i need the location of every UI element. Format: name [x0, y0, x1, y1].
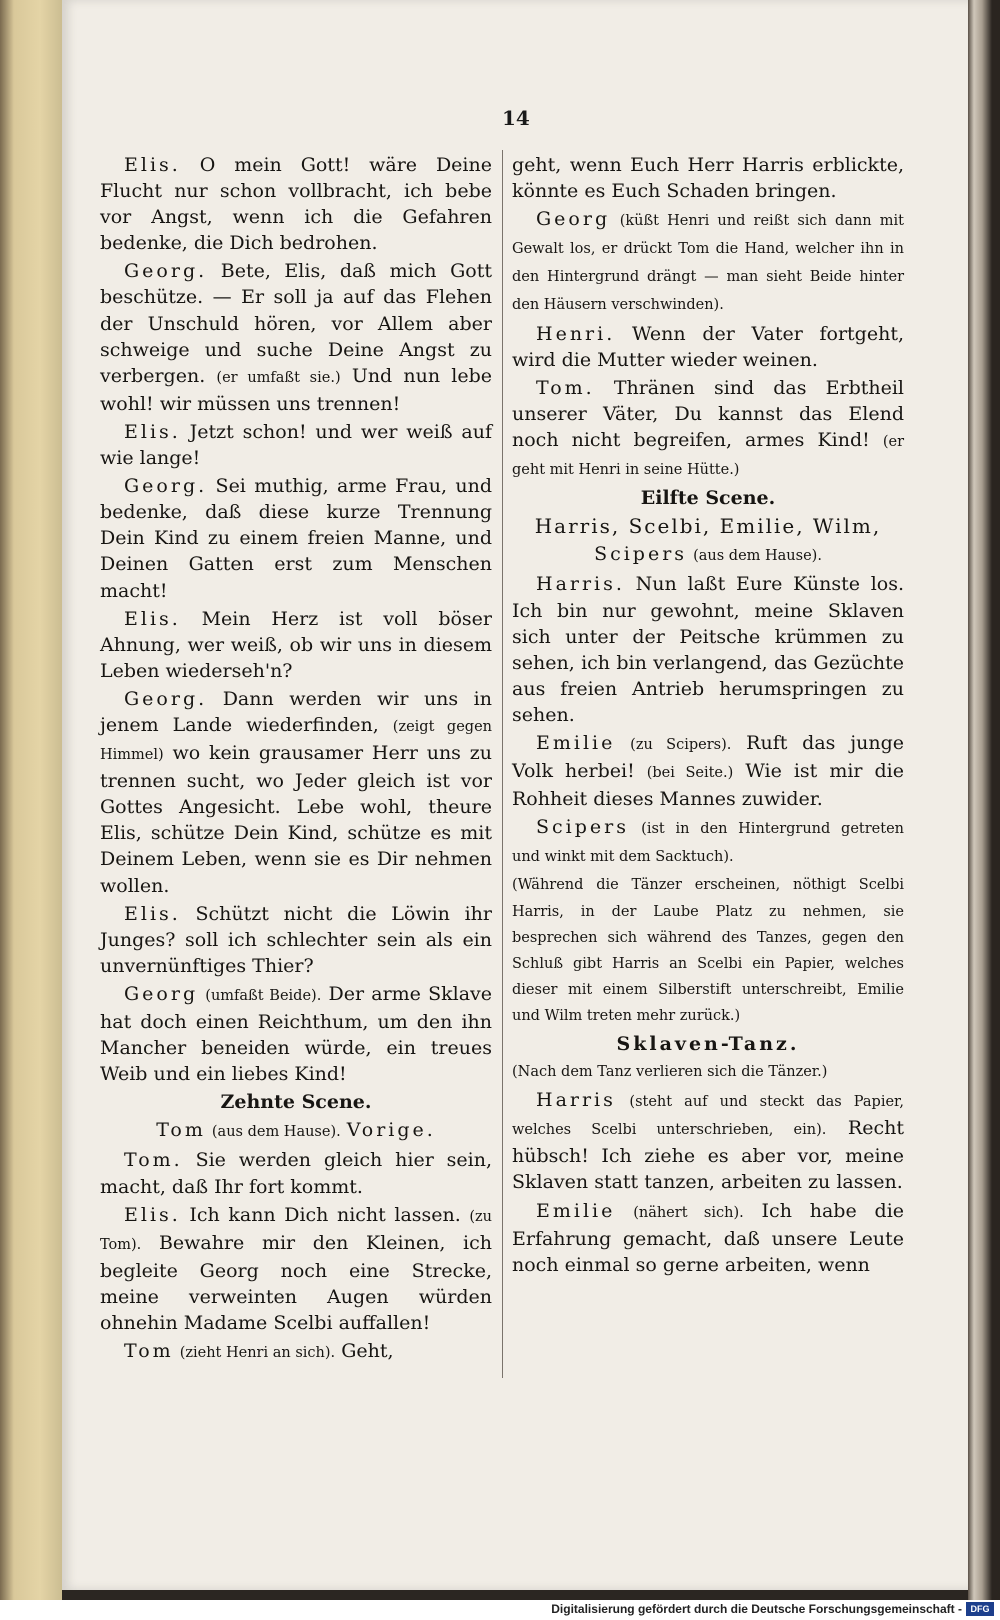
dialogue-text: Dann werden wir uns in jenem Lande wiederfinden,: [100, 687, 492, 736]
dialogue-paragraph: [100, 473, 492, 603]
digitization-footer: [0, 1600, 1000, 1620]
speaker-name: Emilie: [536, 731, 616, 754]
cast-rest: Vorige.: [346, 1119, 436, 1142]
speaker-name: Georg.: [124, 260, 208, 283]
speaker-name: Elis.: [124, 902, 181, 925]
scene-title: Zehnte Scene.: [220, 1091, 372, 1114]
speaker-name: Elis.: [124, 420, 181, 443]
dance-title: Sklaven-Tanz.: [616, 1033, 800, 1055]
dialogue-text: Ich habe die Erfahrung gemacht, daß unsere Leute noch einmal so gerne arbeiten, wenn: [512, 1199, 905, 1276]
dialogue-paragraph: [100, 258, 492, 417]
speaker-name: Georg: [536, 208, 611, 231]
speaker-name: Elis.: [124, 1203, 181, 1226]
stage-direction: (ist in den Hintergrund getreten und winkt mit dem Sacktuch).: [512, 821, 904, 866]
dialogue-text: Ich kann Dich nicht lassen.: [189, 1203, 461, 1226]
stage-direction: (zu Tom).: [100, 1208, 493, 1253]
dialogue-text: Wie ist mir die Rohheit dieses Mannes zuwider.: [512, 760, 904, 811]
page-number: 14: [502, 106, 530, 130]
dialogue-text: Bewahre mir den Kleinen, ich begleite Georg noch eine Strecke, meine verweinten Augen würden ohnehin Madame Scelbi auffallen!: [100, 1231, 492, 1335]
dialogue-paragraph: [100, 606, 492, 684]
speaker-name: Emilie: [536, 1199, 616, 1222]
dialogue-paragraph: [512, 152, 904, 204]
speaker-name: Elis.: [124, 154, 181, 176]
dialogue-text: Und nun lebe wohl! wir müssen uns trennen!: [100, 364, 493, 415]
speaker-name: Georg.: [124, 687, 208, 710]
dialogue-text: Bete, Elis, daß mich Gott beschütze. — Er soll ja auf das Flehen der Unschuld hören, vor Allem aber schweige und suche Deine Angst zu verbergen.: [100, 260, 492, 387]
scene-cast-line: Harris, Scelbi, Emilie, Wilm,: [534, 514, 882, 539]
stage-direction: (er umfaßt sie.): [216, 369, 341, 386]
book-spine-edge: [968, 0, 1000, 1600]
stage-direction-block: (Nach dem Tanz verlieren sich die Tänzer.): [512, 1064, 828, 1081]
stage-direction: (nähert sich).: [633, 1204, 744, 1221]
dialogue-paragraph: [100, 1338, 492, 1366]
speaker-name: Elis.: [124, 607, 181, 630]
speaker-name: Tom: [124, 1340, 174, 1363]
left-column: [100, 152, 492, 1368]
dialogue-text: wo kein grausamer Herr uns zu trennen sucht, wo Jeder gleich ist vor Gottes Angesicht. Lebe wohl, theure Elis, schütze Dein Kind, schütze es mit Deinem Leben, wenn sie es Dir nehmen wollen.: [100, 742, 492, 897]
stage-direction: (aus dem Hause).: [693, 548, 822, 565]
speaker-name: Georg: [124, 982, 199, 1005]
dialogue-paragraph: [512, 730, 904, 812]
dialogue-paragraph: [100, 1147, 492, 1199]
dialogue-text: Thränen sind das Erbtheil unserer Väter, Du kannst das Elend noch nicht begreifen, armes Kind!: [512, 376, 904, 451]
dialogue-text: Ruft das junge Volk herbei!: [512, 731, 904, 783]
dialogue-text: Jetzt schon! und wer weiß auf wie lange!: [100, 420, 492, 470]
stage-direction: (zu Scipers).: [630, 736, 732, 753]
cast-name: Scipers: [594, 543, 688, 566]
funding-credit: Digitalisierung gefördert durch die Deutsche Forschungsgemeinschaft -: [551, 1602, 962, 1616]
dialogue-paragraph: [100, 901, 492, 979]
dialogue-text: Schützt nicht die Löwin ihr Junges? soll ich schlechter sein als ein unvernünftiges Thier?: [100, 902, 492, 977]
column-divider: [502, 150, 503, 1378]
dialogue-paragraph: [512, 1087, 904, 1195]
dialogue-paragraph: [512, 571, 904, 728]
stage-direction-block: (Während die Tänzer erscheinen, nöthigt Scelbi Harris, in der Laube Platz zu nehmen, sie besprechen sich während des Tanzes, gegen den Schluß gibt Harris an Scelbi ein Papier, welches dieser mit einem Silberstift unterschreibt, Emilie und Wilm treten mehr zurück.): [512, 877, 904, 1024]
dialogue-paragraph: [512, 206, 904, 318]
dialogue-text: geht, wenn Euch Herr Harris erblickte, könnte es Euch Schaden bringen.: [512, 154, 904, 203]
scene-cast: [512, 541, 904, 569]
dialogue-text: Mein Herz ist voll böser Ahnung, wer weiß, ob wir uns in diesem Leben wiederseh'n?: [100, 607, 493, 682]
dialogue-paragraph: [512, 321, 904, 373]
dialogue-text: Sie werden gleich hier sein, macht, daß Ihr fort kommt.: [100, 1149, 492, 1198]
dialogue-paragraph: [512, 375, 904, 483]
stage-direction: (steht auf und steckt das Papier, welches Scelbi unterschrieben, ein).: [512, 1094, 904, 1139]
dialogue-text: Der arme Sklave hat doch einen Reichthum, um den ihn Mancher beneiden würde, ein treues Weib und ein liebes Kind!: [100, 982, 493, 1086]
dialogue-paragraph: [512, 814, 904, 870]
stage-direction: (küßt Henri und reißt sich dann mit Gewalt los, er drückt Tom die Hand, welcher ihn in den Hintergrund drängt — man sieht Beide hinter den Häusern verschwinden).: [512, 213, 905, 314]
book-cover-edge: [0, 0, 62, 1620]
cast-name: Tom: [156, 1119, 206, 1142]
stage-direction: (zieht Henri an sich).: [179, 1345, 336, 1362]
dialogue-paragraph: [100, 1202, 492, 1336]
stage-direction: (zeigt gegen Himmel): [100, 718, 492, 764]
speaker-name: Harris.: [536, 573, 625, 596]
stage-direction: (umfaßt Beide).: [205, 987, 322, 1004]
dialogue-text: Geht,: [341, 1340, 394, 1363]
dfg-logo: DFG: [966, 1602, 994, 1616]
speaker-name: Henri.: [536, 322, 616, 345]
dialogue-text: O mein Gott! wäre Deine Flucht nur schon vollbracht, ich bebe vor Angst, wenn ich die Gefahren bedenke, die Dich bedrohen.: [100, 154, 492, 255]
scene-cast: [100, 1117, 492, 1145]
speaker-name: Scipers: [536, 816, 629, 839]
dialogue-paragraph: [100, 686, 492, 899]
dialogue-text: Recht hübsch! Ich ziehe es aber vor, meine Sklaven statt tanzen, arbeiten zu lassen.: [512, 1117, 904, 1194]
speaker-name: Tom.: [124, 1149, 183, 1172]
dialogue-paragraph: [100, 419, 492, 471]
scene-title: Eilfte Scene.: [640, 487, 776, 510]
stage-direction: (bei Seite.): [646, 765, 734, 782]
dialogue-text: Nun laßt Eure Künste los. Ich bin nur gewohnt, meine Sklaven sich unter der Peitsche krümmen zu sehen, ich bin verlangend, das Gezüchte aus freien Antrieb herumspringen zu sehen.: [512, 573, 905, 726]
speaker-name: Tom.: [536, 376, 595, 399]
speaker-name: Georg.: [124, 475, 208, 498]
speaker-name: Harris: [536, 1089, 616, 1112]
dialogue-paragraph: [100, 152, 492, 256]
dialogue-paragraph: [100, 981, 492, 1087]
dialogue-text: Sei muthig, arme Frau, und bedenke, daß diese kurze Trennung Dein Kind zu einem freien Manne, und Deinen Gatten erst zum Menschen macht!: [100, 475, 492, 602]
dialogue-paragraph: [512, 1198, 904, 1278]
stage-direction: (er geht mit Henri in seine Hütte.): [512, 433, 904, 479]
stage-direction: (aus dem Hause).: [211, 1124, 341, 1141]
right-column: [512, 152, 904, 1280]
dialogue-text: Wenn der Vater fortgeht, wird die Mutter wieder weinen.: [512, 322, 904, 371]
